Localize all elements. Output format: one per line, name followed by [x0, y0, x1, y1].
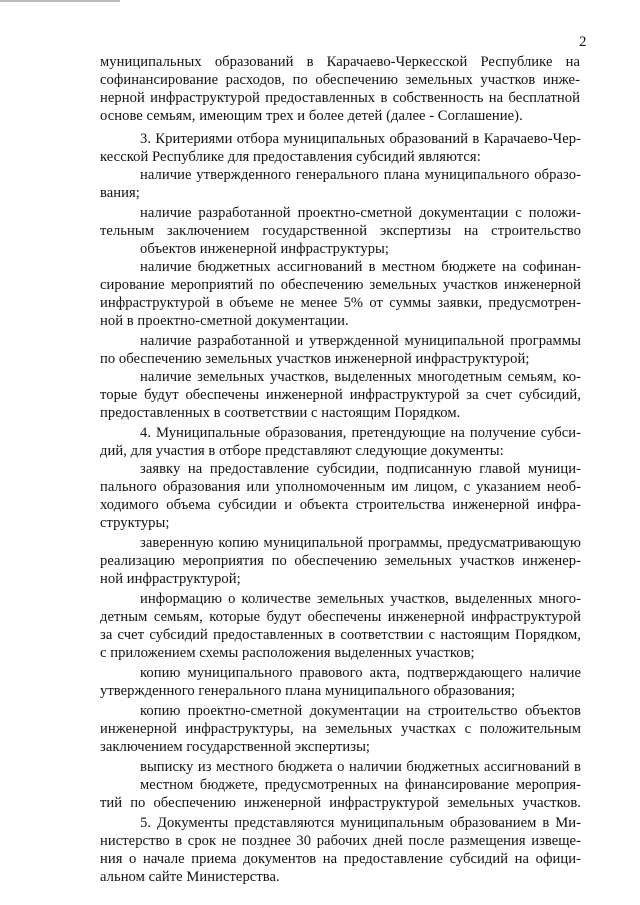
text-line: заверенную копию муниципальной программы, предусматривающую	[140, 535, 581, 551]
text-line: ходимого объема субсидии и объекта строительства инженерной инфра-	[100, 497, 581, 513]
text-line: местном бюджете, предусмотренных на финансирование мероприя-	[140, 777, 581, 793]
text-line: сирование мероприятий по обеспечению земельных участков инженерной	[100, 277, 581, 293]
text-line: по обеспечению земельных участков инженерной инфраструктурой;	[100, 351, 530, 367]
text-line: копию муниципального правового акта, подтверждающего наличие	[140, 665, 581, 681]
text-line: информацию о количестве земельных участков, выделенных много-	[140, 591, 581, 607]
text-line: наличие разработанной проектно-сметной документации с положи-	[140, 205, 581, 221]
text-line: основе семьям, имеющим трех и более детей (далее - Соглашение).	[100, 108, 523, 124]
text-line: тий по обеспечению инженерной инфраструктурой земельных участков.	[100, 795, 581, 811]
text-line: инженерной инфраструктуры, на земельных участках с положительным	[100, 721, 581, 737]
text-line: копию проектно-сметной документации на строительство объектов	[140, 703, 581, 719]
text-line: выписку из местного бюджета о наличии бюджетных ассигнований в	[140, 759, 581, 775]
text-line: предоставленных в соответствии с настоящим Порядком.	[100, 405, 461, 421]
text-line: дий, для участия в отборе представляют следующие документы:	[100, 443, 504, 459]
text-line: реализацию мероприятия по обеспечению земельных участков инженер-	[100, 553, 581, 569]
text-line: торые будут обеспечены инженерной инфраструктурой за счет субсидий,	[100, 387, 581, 403]
text-line: нистерство в срок не позднее 30 рабочих дней после размещения извеще-	[100, 833, 581, 849]
text-line: тельным заключением государственной экспертизы на строительство	[100, 223, 581, 239]
text-line: наличие утвержденного генерального плана муниципального образо-	[140, 167, 581, 183]
text-line: муниципальных образований в Карачаево-Черкесской Республике на	[100, 54, 580, 70]
text-line: объектов инженерной инфраструктуры;	[140, 241, 390, 257]
page-number: 2	[579, 34, 587, 50]
text-line: пального образования или уполномоченным им лицом, с указанием необ-	[100, 479, 581, 495]
text-line: структуры;	[100, 515, 170, 531]
text-line: заключением государственной экспертизы;	[100, 739, 371, 755]
text-line: нерной инфраструктурой предоставленных в собственность на бесплатной	[100, 90, 580, 106]
text-line: альном сайте Министерства.	[100, 869, 280, 885]
text-line: заявку на предоставление субсидии, подписанную главой муници-	[140, 461, 581, 477]
text-line: ной в проектно-сметной документации.	[100, 313, 349, 329]
text-line: наличие бюджетных ассигнований в местном бюджете на софинан-	[140, 259, 581, 275]
text-line: наличие разработанной и утвержденной муниципальной программы	[140, 333, 581, 349]
text-line: утвержденного генерального плана муниципального образования;	[100, 683, 516, 699]
text-line: кесской Республике для предоставления субсидий являются:	[100, 149, 481, 165]
text-line: 5. Документы представляются муниципальным образованием в Ми-	[140, 815, 581, 831]
text-line: ния о начале приема документов на предоставление субсидий на офици-	[100, 851, 581, 867]
text-line: вания;	[100, 185, 140, 201]
text-line: за счет субсидий предоставленных в соответствии с настоящим Порядком,	[100, 627, 581, 643]
text-line: наличие земельных участков, выделенных многодетным семьям, ко-	[140, 369, 581, 385]
text-line: инфраструктурой в объеме не менее 5% от суммы заявки, предусмотрен-	[100, 295, 581, 311]
text-line: детным семьям, которые будут обеспечены инженерной инфраструктурой	[100, 609, 581, 625]
text-line: 4. Муниципальные образования, претендующие на получение субси-	[140, 425, 581, 441]
scan-edge-mark	[0, 0, 120, 2]
text-line: 3. Критериями отбора муниципальных образований в Карачаево-Чер-	[140, 131, 581, 147]
text-line: с приложением схемы расположения выделенных участков;	[100, 645, 475, 661]
text-line: ной инфраструктурой;	[100, 571, 241, 587]
text-line: софинансирование расходов, по обеспечению земельных участков инже-	[100, 72, 580, 88]
